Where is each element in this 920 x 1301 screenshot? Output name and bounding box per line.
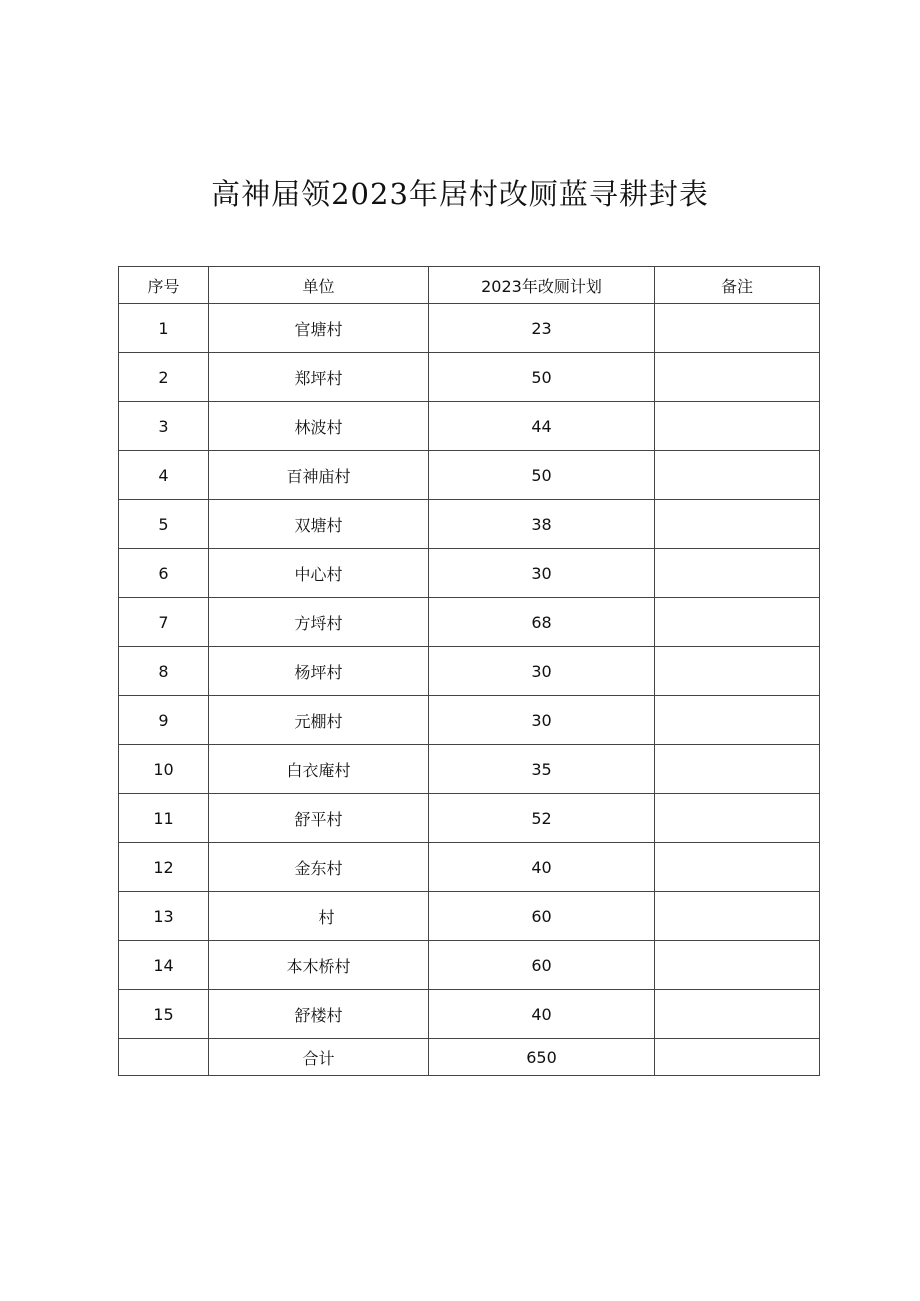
- table-row: [119, 549, 820, 598]
- row-unit: 舒平村: [209, 794, 429, 843]
- total-plan: 650: [429, 1039, 655, 1076]
- row-serial-number: 6: [119, 549, 209, 598]
- row-unit: 林波村: [209, 402, 429, 451]
- table-row: [119, 696, 820, 745]
- row-remarks: [655, 549, 820, 598]
- table-row: [119, 745, 820, 794]
- table-row: [119, 304, 820, 353]
- row-plan: 52: [429, 794, 655, 843]
- table-row: [119, 500, 820, 549]
- row-serial-number: 3: [119, 402, 209, 451]
- header-serial-number: 序号: [119, 267, 209, 304]
- row-plan: 50: [429, 451, 655, 500]
- row-remarks: [655, 990, 820, 1039]
- row-plan: 30: [429, 549, 655, 598]
- row-serial-number: 5: [119, 500, 209, 549]
- row-remarks: [655, 304, 820, 353]
- table-row: [119, 990, 820, 1039]
- total-serial-number: [119, 1039, 209, 1076]
- document-title: 高神届领2023年居村改厕蓝寻耕封表: [211, 177, 709, 211]
- header-plan-2023: 2023年改厕计划: [429, 267, 655, 304]
- row-serial-number: 12: [119, 843, 209, 892]
- row-serial-number: 10: [119, 745, 209, 794]
- row-remarks: [655, 794, 820, 843]
- row-unit: 舒楼村: [209, 990, 429, 1039]
- row-remarks: [655, 647, 820, 696]
- row-plan: 30: [429, 647, 655, 696]
- row-unit: 村: [209, 892, 429, 941]
- row-remarks: [655, 892, 820, 941]
- table-row: [119, 794, 820, 843]
- row-serial-number: 1: [119, 304, 209, 353]
- row-unit: 本木桥村: [209, 941, 429, 990]
- table-row: [119, 843, 820, 892]
- row-unit: 官塘村: [209, 304, 429, 353]
- table-row: [119, 941, 820, 990]
- row-serial-number: 15: [119, 990, 209, 1039]
- row-plan: 60: [429, 941, 655, 990]
- row-remarks: [655, 402, 820, 451]
- table-body: [119, 304, 820, 1039]
- row-remarks: [655, 843, 820, 892]
- total-remarks: [655, 1039, 820, 1076]
- row-unit: 郑坪村: [209, 353, 429, 402]
- row-remarks: [655, 696, 820, 745]
- header-unit: 单位: [209, 267, 429, 304]
- row-plan: 38: [429, 500, 655, 549]
- row-remarks: [655, 598, 820, 647]
- row-serial-number: 13: [119, 892, 209, 941]
- table-row: [119, 647, 820, 696]
- row-unit: 金东村: [209, 843, 429, 892]
- row-serial-number: 8: [119, 647, 209, 696]
- row-unit: 中心村: [209, 549, 429, 598]
- total-label: 合计: [209, 1039, 429, 1076]
- row-unit: 白衣庵村: [209, 745, 429, 794]
- row-unit: 百神庙村: [209, 451, 429, 500]
- row-remarks: [655, 500, 820, 549]
- row-plan: 40: [429, 843, 655, 892]
- row-serial-number: 11: [119, 794, 209, 843]
- row-unit: 杨坪村: [209, 647, 429, 696]
- toilet-renovation-plan-table: [118, 266, 820, 1076]
- table-total-row: [119, 1039, 820, 1076]
- table-row: [119, 892, 820, 941]
- row-plan: 68: [429, 598, 655, 647]
- row-plan: 23: [429, 304, 655, 353]
- row-plan: 50: [429, 353, 655, 402]
- header-remarks: 备注: [655, 267, 820, 304]
- table-row: [119, 451, 820, 500]
- row-unit: 元棚村: [209, 696, 429, 745]
- row-unit: 方埒村: [209, 598, 429, 647]
- row-serial-number: 2: [119, 353, 209, 402]
- table-row: [119, 402, 820, 451]
- row-serial-number: 4: [119, 451, 209, 500]
- row-serial-number: 14: [119, 941, 209, 990]
- row-serial-number: 9: [119, 696, 209, 745]
- row-plan: 30: [429, 696, 655, 745]
- row-remarks: [655, 941, 820, 990]
- table-header-row: [119, 267, 820, 304]
- row-plan: 60: [429, 892, 655, 941]
- row-serial-number: 7: [119, 598, 209, 647]
- row-remarks: [655, 353, 820, 402]
- table-row: [119, 353, 820, 402]
- row-remarks: [655, 451, 820, 500]
- table-row: [119, 598, 820, 647]
- row-remarks: [655, 745, 820, 794]
- row-unit: 双塘村: [209, 500, 429, 549]
- row-plan: 40: [429, 990, 655, 1039]
- row-plan: 35: [429, 745, 655, 794]
- row-plan: 44: [429, 402, 655, 451]
